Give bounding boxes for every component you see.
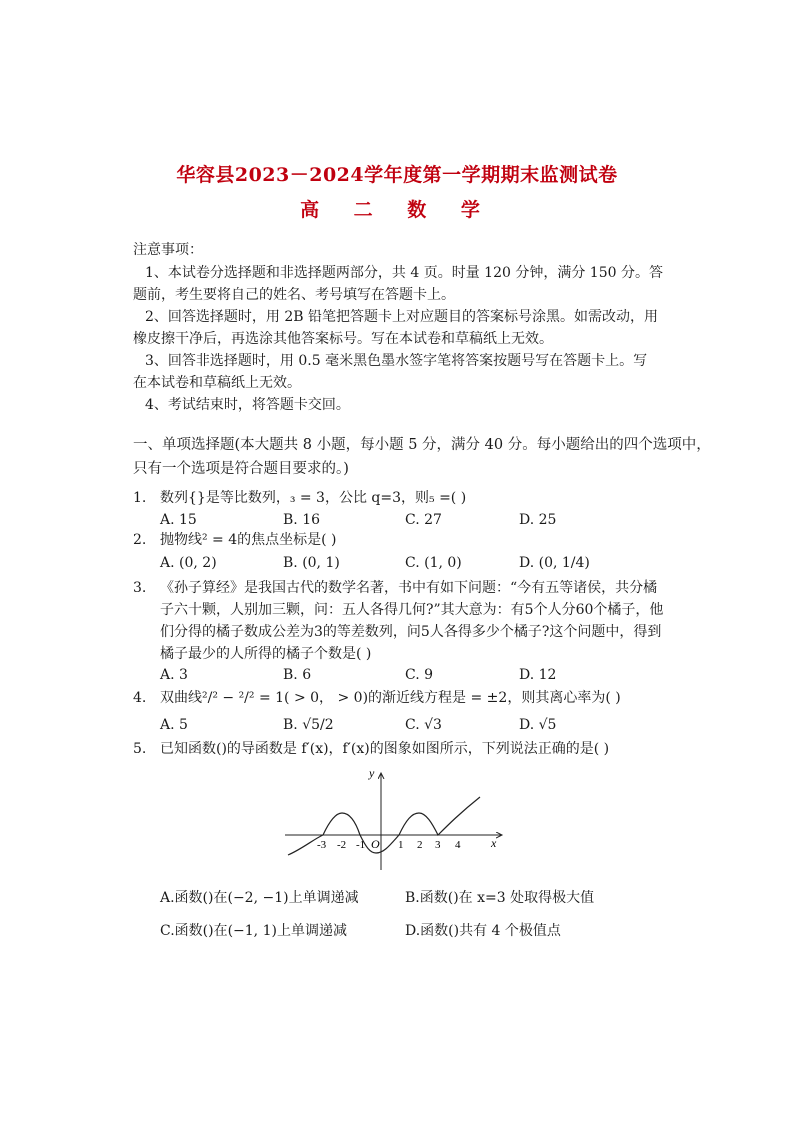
tick-label: -3 — [317, 839, 327, 851]
tick-label: 3 — [435, 839, 441, 851]
question-number: 5. — [133, 741, 147, 757]
question-number: 2. — [133, 532, 147, 548]
question-text: 《孙子算经》是我国古代的数学名著，书中有如下问题：“今有五等诸侯，共分橘 — [160, 580, 658, 596]
option-d: D. 12 — [519, 667, 557, 683]
notice-line: 橡皮擦干净后，再选涂其他答案标号。写在本试卷和草稿纸上无效。 — [133, 331, 553, 347]
option-a: A. 15 — [160, 512, 197, 528]
tick-label: -2 — [337, 839, 347, 851]
option-d: D. 25 — [519, 512, 557, 528]
option-b: B. (0, 1) — [283, 555, 340, 571]
tick-label: -1 — [356, 839, 366, 851]
exam-title: 华容县2023－2024学年度第一学期期末监测试卷 — [176, 164, 618, 186]
y-axis-label: y — [369, 766, 375, 780]
option-c: C. 27 — [405, 512, 442, 528]
option-a: A. 5 — [160, 717, 188, 733]
option-a: A. 3 — [160, 667, 188, 683]
question-text: 双曲线²/² − ²/² = 1( > 0， > 0)的渐近线方程是 = ±2，则其离心率为( ) — [160, 690, 621, 706]
option-d: D. √5 — [519, 717, 557, 733]
question-text: 已知函数()的导函数是 f′(x)，f′(x)的图象如图所示，下列说法正确的是( ) — [160, 741, 610, 757]
exam-subtitle: 高 二 数 学 — [300, 199, 494, 221]
option-c: C. 9 — [405, 667, 434, 683]
option-d: D. (0, 1/4) — [519, 555, 590, 571]
derivative-graph — [280, 765, 510, 875]
notice-line: 4、考试结束时，将答题卡交回。 — [145, 397, 350, 413]
notice-line: 在本试卷和草稿纸上无效。 — [133, 375, 301, 391]
question-text: 抛物线² = 4的焦点坐标是( ) — [160, 532, 337, 548]
option-b: B. 6 — [283, 667, 312, 683]
notice-line: 题前，考生要将自己的姓名、考号填写在答题卡上。 — [133, 287, 455, 303]
option-a: A.函数()在(−2, −1)上单调递减 — [160, 890, 359, 906]
tick-label: 1 — [398, 839, 404, 851]
question-text: 橘子最少的人所得的橘子个数是( ) — [160, 646, 372, 662]
section-heading: 只有一个选项是符合题目要求的。) — [133, 461, 349, 477]
notice-heading: 注意事项： — [133, 242, 203, 258]
notice-line: 2、回答选择题时，用 2B 铅笔把答题卡上对应题目的答案标号涂黑。如需改动，用 — [145, 309, 659, 325]
question-number: 3. — [133, 580, 147, 596]
question-text: 数列{}是等比数列，₃ = 3，公比 q=3，则₅ =( ) — [160, 490, 467, 506]
option-b: B. √5/2 — [283, 717, 334, 733]
origin-label: O — [371, 837, 380, 851]
x-axis-label: x — [491, 836, 497, 850]
section-heading: 一、单项选择题(本大题共 8 小题，每小题 5 分，满分 40 分。每小题给出的四个选项中， — [133, 437, 711, 453]
option-b: B.函数()在 x=3 处取得极大值 — [405, 890, 595, 906]
tick-label: 2 — [417, 839, 423, 851]
question-text: 子六十颗，人别加三颗，问：五人各得几何?”其大意为：有5个人分60个橘子，他 — [160, 602, 664, 618]
option-d: D.函数()共有 4 个极值点 — [405, 923, 561, 939]
option-b: B. 16 — [283, 512, 321, 528]
question-number: 1. — [133, 490, 147, 506]
notice-line: 3、回答非选择题时，用 0.5 毫米黑色墨水签字笔将答案按题号写在答题卡上。写 — [145, 353, 648, 369]
option-c: C. (1, 0) — [405, 555, 462, 571]
option-a: A. (0, 2) — [160, 555, 217, 571]
notice-line: 1、本试卷分选择题和非选择题两部分，共 4 页。时量 120 分钟，满分 150 分。答 — [145, 265, 663, 281]
option-c: C. √3 — [405, 717, 442, 733]
option-c: C.函数()在(−1, 1)上单调递减 — [160, 923, 347, 939]
question-text: 们分得的橘子数成公差为3的等差数列，问5人各得多少个橘子?这个问题中，得到 — [160, 624, 662, 640]
question-number: 4. — [133, 690, 147, 706]
tick-label: 4 — [455, 839, 461, 851]
